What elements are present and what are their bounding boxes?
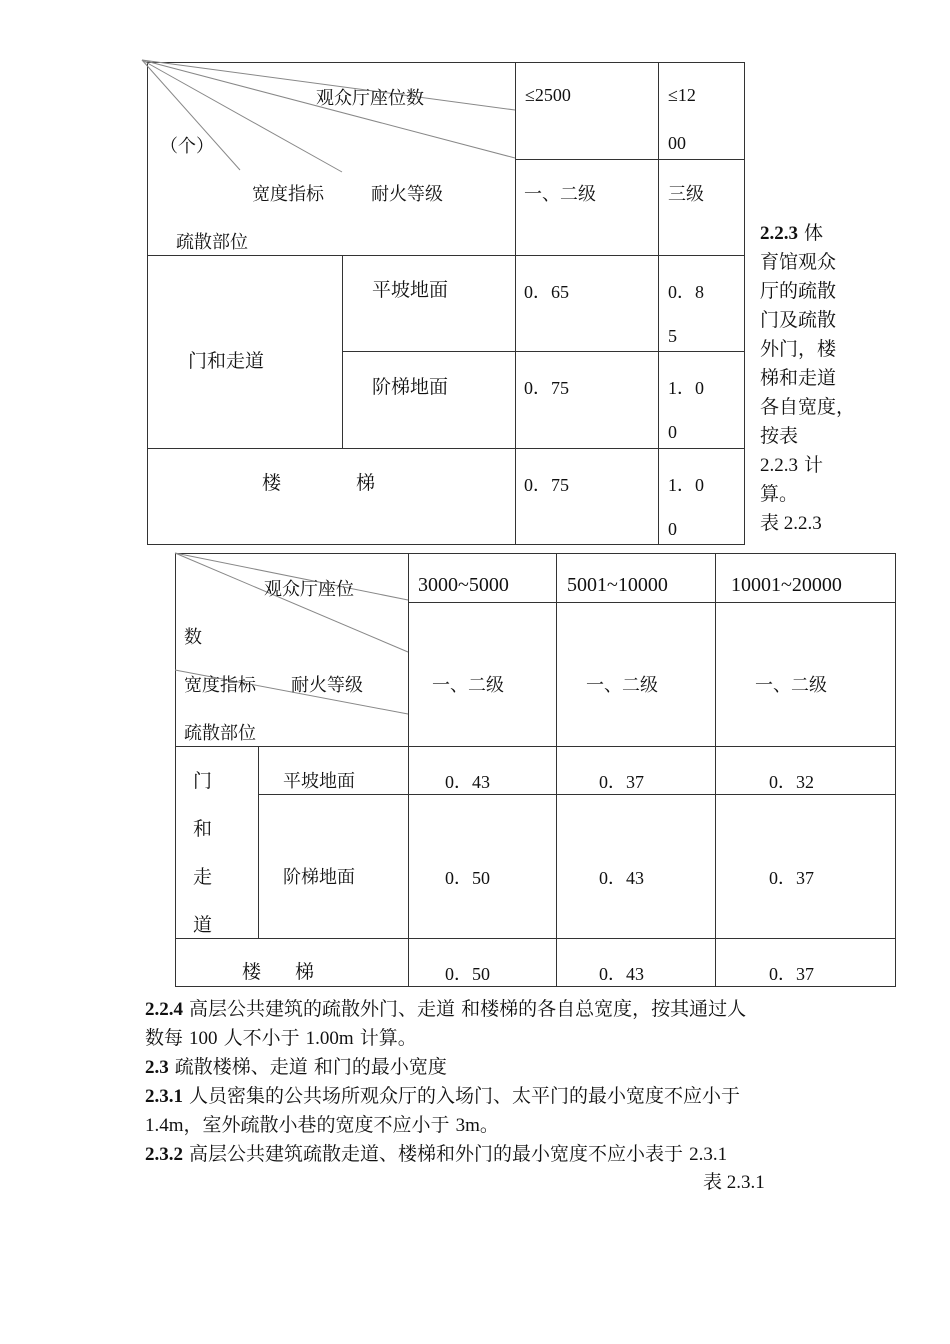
side-line-7: 各自宽度，	[760, 396, 856, 418]
table-2-3-1-label: 表 2.3.1	[703, 1172, 765, 1193]
para-2-2-4-l2e: 计算。	[353, 1027, 417, 1049]
para-2-2-4-l2c: 人不小于	[217, 1027, 306, 1049]
t2-col3-seats: 10001~20000	[731, 574, 842, 596]
para-2-3-1-l2a: 1.4m	[145, 1115, 184, 1136]
t2-header-width-index: 宽度指标	[184, 675, 256, 696]
side-line-5: 外门，楼	[760, 338, 837, 360]
t2-stepped-value-3: 0．37	[769, 868, 814, 888]
clause-2-3-2-number: 2.3.2	[145, 1144, 183, 1165]
t2-stairs-value-3: 0．37	[769, 964, 814, 984]
side-line-1: 体	[798, 222, 824, 244]
t2-col2-seats: 5001~10000	[567, 574, 668, 596]
t2-col1-seats: 3000~5000	[418, 574, 509, 596]
row-door-corridor: 门和走道	[188, 350, 265, 372]
header-unit-label: （个）	[160, 136, 214, 157]
para-2-3-1-text: 人员密集的公共场所观众厅的入场门、太平门的最小宽度不应小于	[183, 1085, 741, 1107]
stairs-value-2b: 0	[668, 519, 677, 539]
para-2-2-4-l2b: 100	[189, 1028, 218, 1049]
side-line-6: 梯和走道	[760, 367, 837, 389]
clause-2-3-1-number: 2.3.1	[145, 1086, 183, 1107]
t2-header-seats-b: 数	[184, 627, 202, 648]
stepped-value-2a: 1．0	[668, 378, 704, 398]
flat-value-1: 0．65	[524, 282, 569, 302]
row-stepped-floor: 阶梯地面	[372, 376, 449, 398]
side-line-4: 门及疏散	[760, 309, 837, 331]
stepped-value-1: 0．75	[524, 378, 569, 398]
col2-seats-a: ≤12	[668, 85, 696, 105]
heading-2-3-text: 疏散楼梯、走道 和门的最小宽度	[168, 1056, 447, 1078]
t2-row-stepped: 阶梯地面	[283, 867, 355, 888]
t2-stairs-char-2: 梯	[295, 961, 315, 983]
t2-col1-rating: 一、二级	[432, 675, 504, 696]
header-fire-rating-label: 耐火等级	[371, 184, 443, 205]
col1-fire-rating: 一、二级	[524, 184, 596, 205]
side-line-9: 计	[798, 454, 824, 476]
para-2-3-1-line-2	[145, 1111, 499, 1140]
header-width-index-label: 宽度指标	[252, 184, 324, 205]
t2-header-location: 疏散部位	[184, 723, 256, 744]
clause-2-2-4-number: 2.2.4	[145, 999, 183, 1020]
side-line-2: 育馆观众	[760, 251, 837, 273]
stairs-value-1: 0．75	[524, 475, 569, 495]
col2-fire-rating: 三级	[668, 184, 704, 205]
side-line-10: 算。	[760, 483, 799, 505]
row-stairs-char-1: 楼	[262, 472, 282, 494]
t2-door-char-2: 和	[193, 818, 213, 840]
header-seats-label: 观众厅座位数	[316, 88, 424, 109]
t2-stepped-value-1: 0．50	[445, 868, 490, 888]
t2-stairs-value-1: 0．50	[445, 964, 490, 984]
t2-door-char-3: 走	[193, 866, 213, 888]
clause-2-3-number: 2.3	[145, 1057, 169, 1078]
side-table-label: 表 2.2.3	[760, 513, 822, 534]
para-2-2-4-line-1	[145, 995, 746, 1024]
t2-flat-value-3: 0．32	[769, 772, 814, 792]
flat-value-2b: 5	[668, 326, 677, 346]
t2-col2-rating: 一、二级	[586, 675, 658, 696]
para-2-3-1-l2d: 。	[479, 1114, 499, 1136]
heading-2-3	[145, 1053, 447, 1082]
t2-row-flat: 平坡地面	[283, 771, 355, 792]
para-2-3-1-line-1	[145, 1082, 740, 1111]
side-line-8: 按表	[760, 425, 799, 447]
para-2-2-4-line-2	[145, 1024, 417, 1053]
row-stairs-char-2: 梯	[356, 472, 376, 494]
t2-col3-rating: 一、二级	[755, 675, 827, 696]
col2-seats-b: 00	[668, 133, 686, 153]
para-2-2-4-l2a: 数每	[145, 1027, 190, 1049]
para-2-3-2-line-1	[145, 1140, 727, 1169]
para-2-3-2-ref: 2.3.1	[689, 1144, 728, 1165]
side-line-3: 厅的疏散	[760, 280, 837, 302]
flat-value-2a: 0．8	[668, 282, 704, 302]
para-2-3-2-text: 高层公共建筑疏散走道、楼梯和外门的最小宽度不应小表于	[183, 1143, 690, 1165]
t2-header-seats-a: 观众厅座位	[264, 579, 354, 600]
t2-stairs-value-2: 0．43	[599, 964, 644, 984]
t2-flat-value-2: 0．37	[599, 772, 644, 792]
para-2-2-4-l2d: 1.00m	[305, 1028, 354, 1049]
t2-stepped-value-2: 0．43	[599, 868, 644, 888]
t2-flat-value-1: 0．43	[445, 772, 490, 792]
side-clause-number: 2.2.3	[760, 223, 798, 244]
t2-stairs-char-1: 楼	[242, 961, 262, 983]
col1-seats: ≤2500	[525, 85, 571, 105]
t2-door-char-1: 门	[193, 770, 213, 792]
t2-door-char-4: 道	[193, 914, 213, 936]
t2-header-fire-rating: 耐火等级	[291, 675, 363, 696]
para-2-2-4-text: 高层公共建筑的疏散外门、走道 和楼梯的各自总宽度，按其通过人	[183, 998, 747, 1020]
row-flat-floor: 平坡地面	[372, 279, 449, 301]
header-location-label: 疏散部位	[176, 232, 248, 253]
stairs-value-2a: 1．0	[668, 475, 704, 495]
para-2-3-1-l2c: 3m	[455, 1115, 480, 1136]
para-2-3-1-l2b: ，室外疏散小巷的宽度不应小于	[183, 1114, 456, 1136]
side-table-ref: 2.2.3	[760, 455, 798, 476]
stepped-value-2b: 0	[668, 422, 677, 442]
